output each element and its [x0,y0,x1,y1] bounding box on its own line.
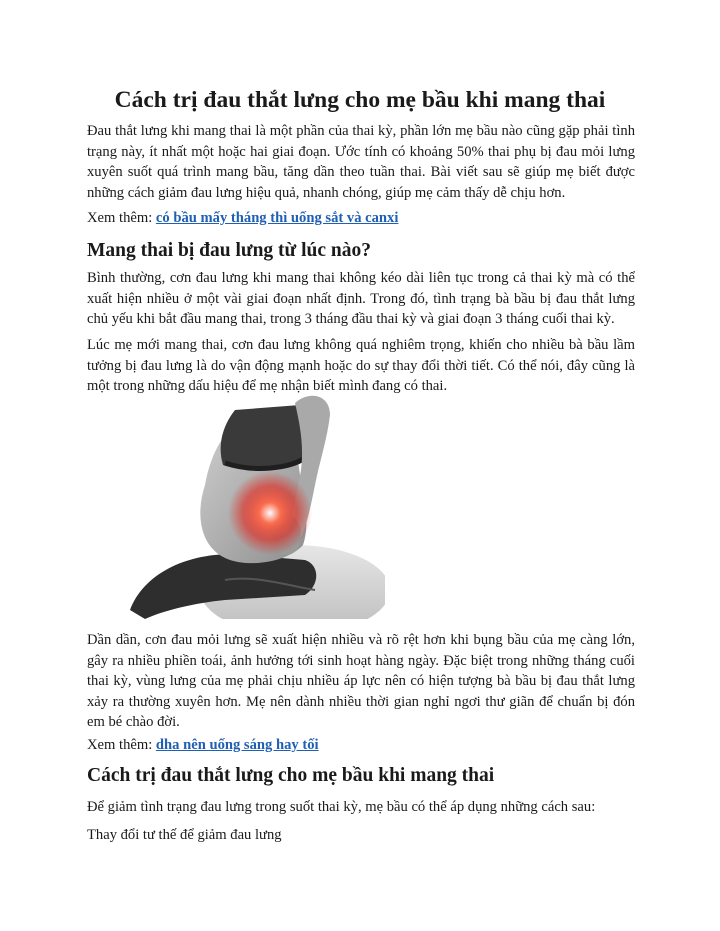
sports-bra [221,405,305,470]
see-also-2-link[interactable]: dha nên uống sáng hay tối [155,737,319,753]
section2-paragraph-1: Để giảm tình trạng đau lưng trong suốt thai kỳ, mẹ bầu có thể áp dụng những cách sau: [87,799,596,815]
section1-paragraph-1: Bình thường, cơn đau lưng khi mang thai không kéo dài liên tục trong cả thai kỳ mà có thể xuất hiện nhiều ở một vài giai đoạn nhất định. Trong đó, tình trạng bà bầu bị đau thắt lưng chủ yếu khi bắt đầu mang thai, trong 3 tháng đầu thai kỳ và giai đoạn 3 tháng cuối thai kỳ. [87,270,635,328]
see-also-2-prefix: Xem thêm: [87,737,153,753]
section2-heading: Cách trị đau thắt lưng cho mẹ bầu khi mang thai [87,765,495,786]
see-also-2 [87,735,319,755]
section1-heading: Mang thai bị đau lưng từ lúc nào? [87,240,372,261]
see-also-1 [87,208,398,228]
pregnant-woman-back-pain-photo [105,385,385,619]
see-also-1-prefix: Xem thêm: [87,210,153,226]
section2-paragraph-2: Thay đổi tư thế để giảm đau lưng [87,827,282,843]
section1-paragraph-2: Lúc mẹ mới mang thai, cơn đau lưng không quá nghiêm trọng, khiến cho nhiều bà bầu lầm tưởng bị đau lưng là do vận động mạnh hoặc do sự thay đổi thời tiết. Có thể nói, đây cũng là một trong những dấu hiệu để mẹ nhận biết mình đang có thai. [87,337,635,395]
pain-highlight [228,471,312,555]
section1-paragraph-3: Dần dần, cơn đau mỏi lưng sẽ xuất hiện nhiều và rõ rệt hơn khi bụng bầu của mẹ càng lớn, gây ra nhiều phiền toái, ảnh hưởng tới sinh hoạt hàng ngày. Đặc biệt trong những tháng cuối thai kỳ, vùng lưng của mẹ phải chịu nhiều áp lực nên có hiện tượng bà bầu bị đau thắt lưng xảy ra thường xuyên hơn. Mẹ nên dành nhiều thời gian nghỉ ngơi thư giãn để chuẩn bị đón em bé chào đời. [87,632,635,731]
page-title: Cách trị đau thắt lưng cho mẹ bầu khi mang thai [114,87,606,113]
see-also-1-link[interactable]: có bầu mấy tháng thì uống sắt và canxi [155,210,399,226]
intro-paragraph: Đau thắt lưng khi mang thai là một phần của thai kỳ, phần lớn mẹ bầu nào cũng gặp phải tình trạng này, ít nhất một hoặc hai giai đoạn. Ước tính có khoảng 50% thai phụ bị đau mỏi lưng xuyên suốt quá trình mang bầu, tăng dần theo tuần thai. Bài viết sau sẽ giúp mẹ biết được những cách giảm đau lưng hiệu quả, nhanh chóng, giúp mẹ cảm thấy dễ chịu hơn. [87,123,635,201]
